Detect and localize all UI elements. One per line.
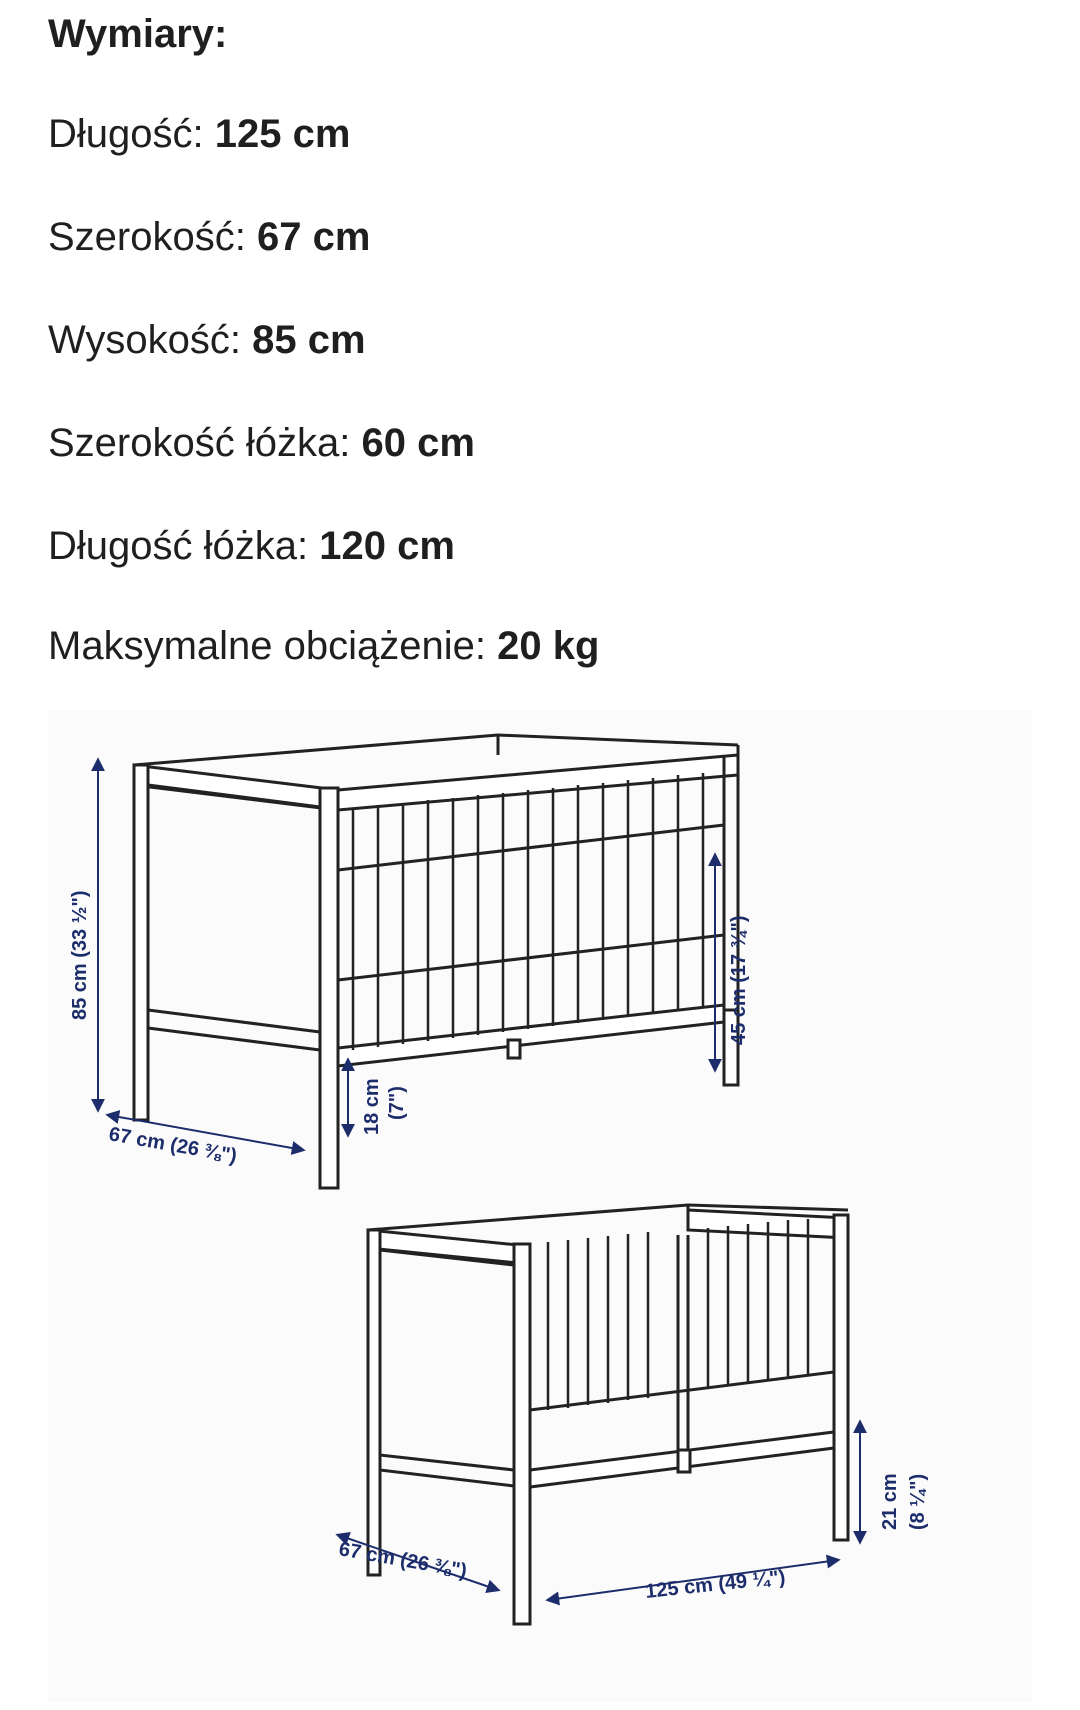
bed-clearance-cm-label: 21 cm xyxy=(879,1473,901,1530)
spec-label: Wysokość: xyxy=(48,318,242,362)
spec-length xyxy=(48,110,350,158)
dimensions-heading: Wymiary: xyxy=(48,12,228,56)
spec-bed-length xyxy=(48,522,455,570)
dimension-diagram xyxy=(48,710,1032,1702)
spec-label: Szerokość łóżka: xyxy=(48,421,351,465)
spec-value: 120 cm xyxy=(319,524,455,568)
spec-label: Szerokość: xyxy=(48,215,246,259)
spec-value: 67 cm xyxy=(256,215,371,259)
spec-width xyxy=(48,213,370,261)
cot-width-label: 67 cm (26 ⅜") xyxy=(107,1123,239,1168)
spec-label: Długość: xyxy=(48,112,204,156)
bed-length-label: 125 cm (49 ¼") xyxy=(644,1566,787,1603)
spec-label: Długość łóżka: xyxy=(48,524,309,568)
cot-slats xyxy=(353,773,703,1050)
spec-value: 85 cm xyxy=(252,318,366,362)
cot-clearance-cm-label: 18 cm xyxy=(361,1078,383,1135)
spec-max-load xyxy=(48,622,599,670)
spec-bed-width xyxy=(48,419,475,467)
spec-label: Maksymalne obciążenie: xyxy=(48,624,486,668)
cot-rail-height-label: 45 cm (17 ¾") xyxy=(728,915,750,1045)
bed-clearance-in-label: (8 ¼") xyxy=(907,1473,929,1530)
spec-height xyxy=(48,316,366,364)
cot-illustration xyxy=(134,735,738,1188)
cot-clearance-in-label: (7") xyxy=(386,1086,408,1120)
spec-value: 125 cm xyxy=(214,112,351,156)
spec-value: 20 kg xyxy=(497,624,600,668)
cot-height-label: 85 cm (33 ½") xyxy=(69,890,91,1020)
spec-value: 60 cm xyxy=(361,421,475,465)
bed-width-label: 67 cm (26 ⅜") xyxy=(337,1538,469,1583)
